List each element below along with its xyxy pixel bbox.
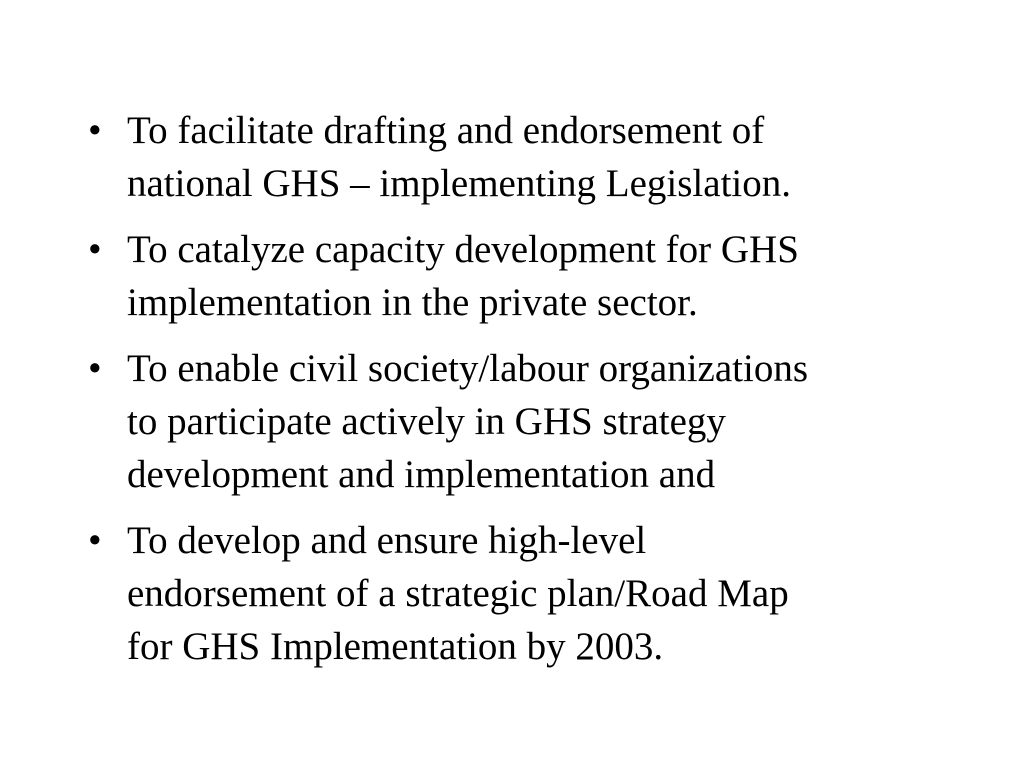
bullet-text-line: To develop and ensure high-level bbox=[127, 519, 647, 562]
bullet-text-line: To enable civil society/labour organizations bbox=[127, 347, 809, 390]
bullet-text-line: To catalyze capacity development for GHS bbox=[127, 228, 799, 271]
bullet-item bbox=[88, 104, 988, 210]
bullet-item bbox=[88, 223, 988, 329]
bullet-text-line: To facilitate drafting and endorsement of bbox=[127, 109, 765, 152]
bullet-text-line: development and implementation and bbox=[127, 453, 716, 496]
bullet-dot-icon: • bbox=[88, 109, 102, 152]
bullet-text-line: national GHS – implementing Legislation. bbox=[127, 162, 791, 205]
bullet-dot-icon: • bbox=[88, 519, 102, 562]
bullet-dot-icon: • bbox=[88, 228, 102, 271]
bullet-item bbox=[88, 514, 988, 673]
bullet-item bbox=[88, 342, 988, 501]
bullet-text-line: for GHS Implementation by 2003. bbox=[127, 625, 664, 668]
bullet-text-line: implementation in the private sector. bbox=[127, 281, 698, 324]
bullet-list bbox=[88, 104, 988, 686]
bullet-text-line: to participate actively in GHS strategy bbox=[127, 400, 726, 443]
bullet-dot-icon: • bbox=[88, 347, 102, 390]
bullet-text-line: endorsement of a strategic plan/Road Map bbox=[127, 572, 789, 615]
